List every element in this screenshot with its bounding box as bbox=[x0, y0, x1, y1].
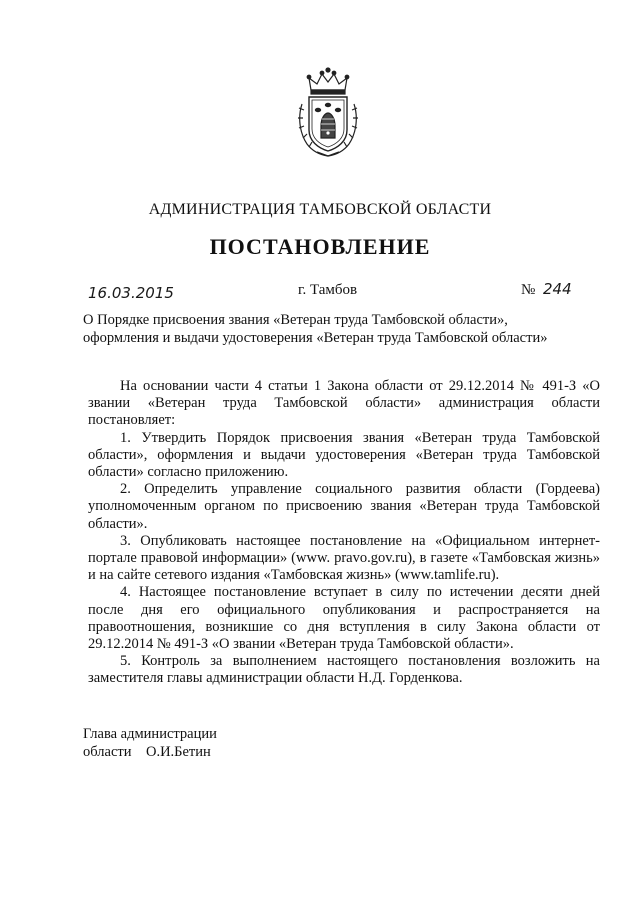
resolution-item-2: 2. Определить управление социального развития области (Гордеева) уполномоченным органом по присвоению звания «Ветеран труда Тамбовской области». bbox=[88, 481, 600, 532]
handwritten-date: 16.03.2015 bbox=[88, 284, 174, 302]
organization-name: АДМИНИСТРАЦИЯ ТАМБОВСКОЙ ОБЛАСТИ bbox=[148, 201, 492, 218]
resolution-item-5: 5. Контроль за выполнением настоящего постановления возложить на заместителя главы администрации области Н.Д. Горденкова. bbox=[88, 653, 600, 687]
resolution-item-3: 3. Опубликовать настоящее постановление на «Официальном интернет-портале правовой информации» (www. pravo.gov.ru), в газете «Тамбовская жизнь» и на сайте сетевого издания «Тамбовская жизнь» (www.tamlife.ru). bbox=[88, 532, 600, 584]
tambov-coat-of-arms-icon bbox=[295, 66, 361, 158]
number-label: № bbox=[521, 282, 536, 298]
signatory-title: Глава администрации bbox=[83, 726, 217, 742]
signature-block bbox=[83, 726, 217, 761]
resolution-item-1: 1. Утвердить Порядок присвоения звания «Ветеран труда Тамбовской области», оформления и выдачи удостоверения «Ветеран труда Тамбовской области» согласно приложению. bbox=[88, 429, 600, 481]
document-subject bbox=[83, 311, 598, 347]
document-type-title: ПОСТАНОВЛЕНИЕ bbox=[209, 234, 431, 259]
resolution-item-4: 4. Настоящее постановление вступает в силу по истечении десяти дней после дня его официального опубликования и распространяется на правоотношения, возникшие со дня вступления в силу Закона области от 29.12.2014 № 491-З «О звании «Ветеран труда Тамбовской области». bbox=[88, 584, 600, 653]
handwritten-number: 244 bbox=[543, 280, 572, 298]
document-body bbox=[88, 378, 600, 688]
subject-line: О Порядке присвоения звания «Ветеран труда Тамбовской области», bbox=[83, 312, 508, 328]
preamble-paragraph: На основании части 4 статьи 1 Закона области от 29.12.2014 № 491-З «О звании «Ветеран труда Тамбовской области» администрация области постановляет: bbox=[88, 378, 600, 429]
signatory-name: области О.И.Бетин bbox=[83, 743, 211, 760]
city: г. Тамбов bbox=[298, 282, 358, 298]
subject-line: оформления и выдачи удостоверения «Ветеран труда Тамбовской области» bbox=[83, 330, 548, 346]
